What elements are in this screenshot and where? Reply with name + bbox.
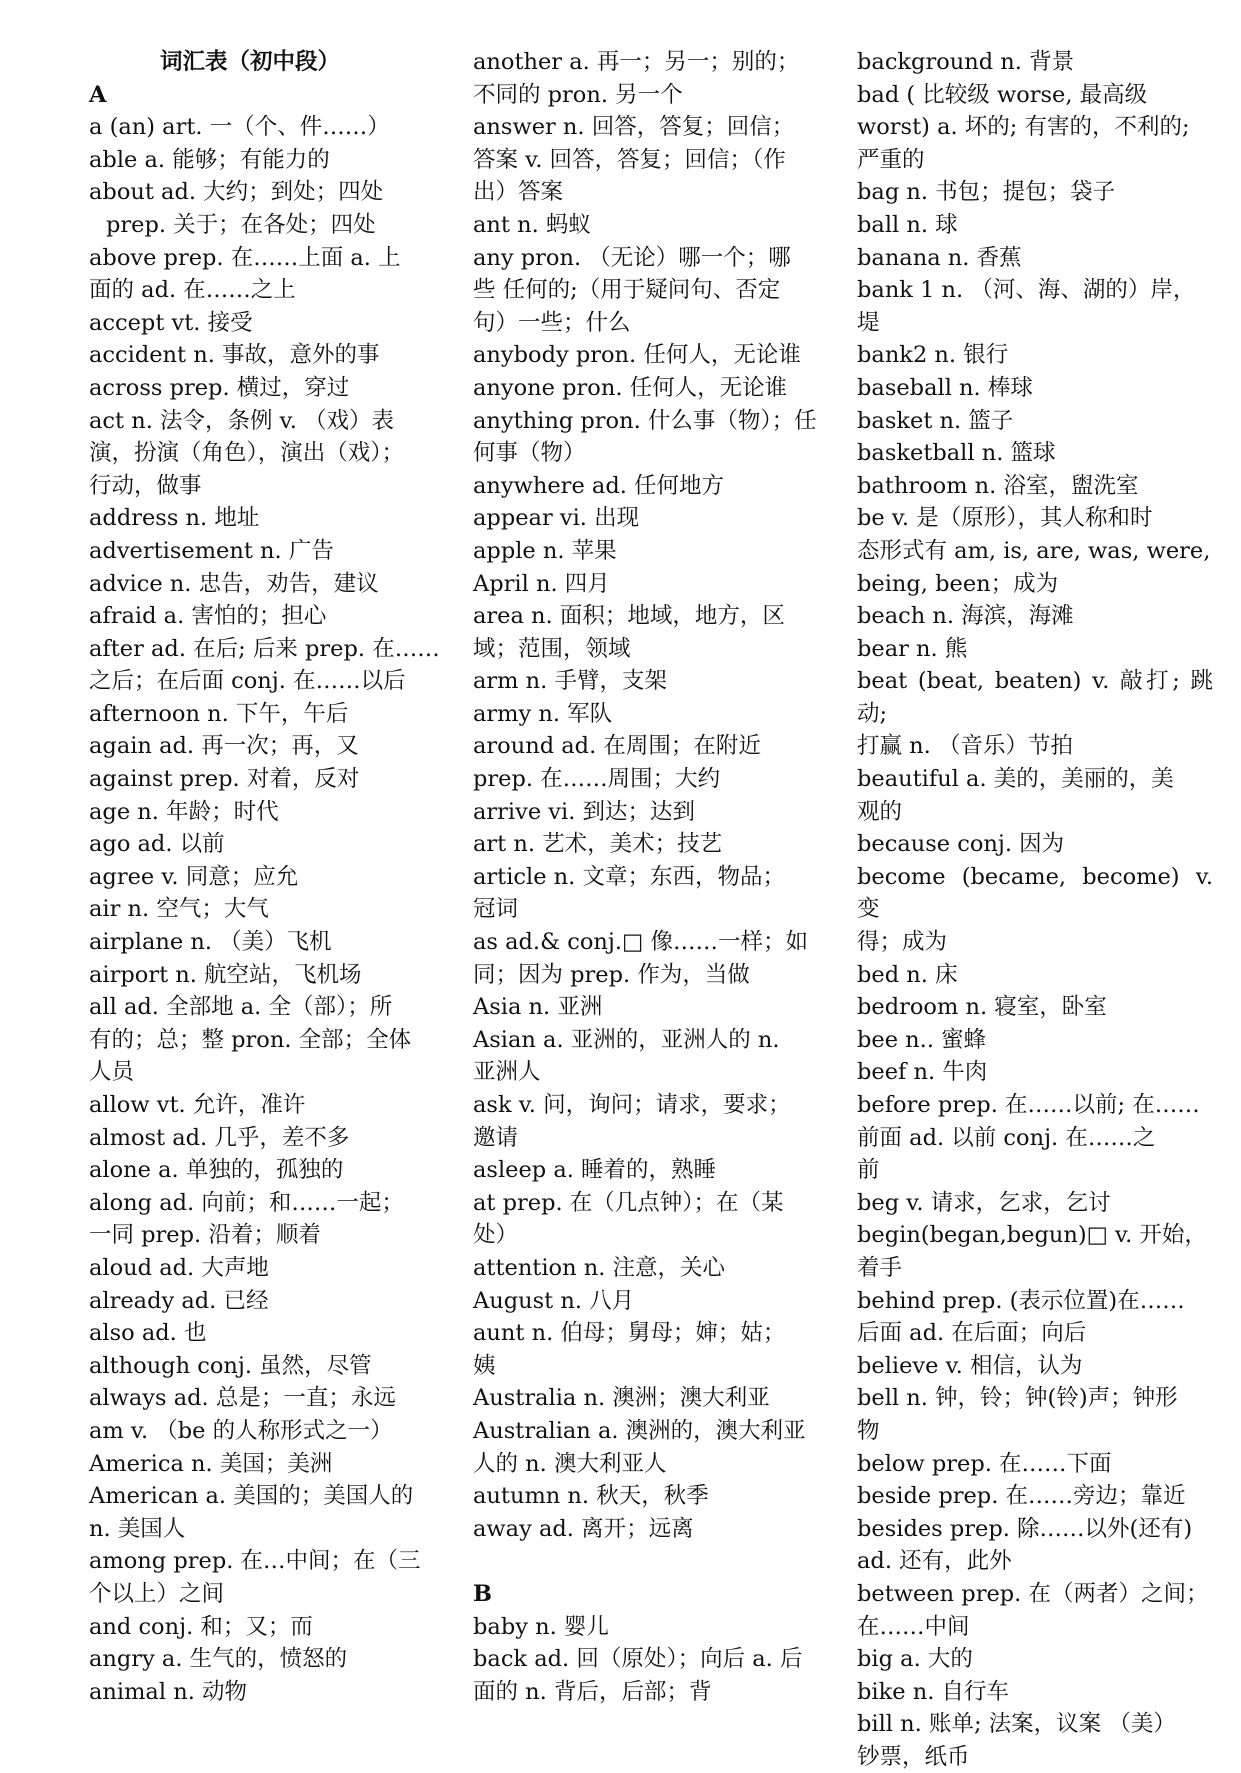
vocab-line: another a. 再一；另一；别的； <box>473 49 800 75</box>
vocab-line: and conj. 和；又；而 <box>89 1613 313 1640</box>
vocab-line: as ad.& conj.□ 像……一样；如 <box>473 929 808 956</box>
vocab-line: American a. 美国的；美国人的 <box>89 1483 414 1510</box>
vocab-line: area n. 面积；地域，地方，区 <box>473 603 785 630</box>
vocab-line: appear vi. 出现 <box>473 505 640 532</box>
vocab-line: afternoon n. 下午，午后 <box>89 700 349 727</box>
vocab-line: between prep. 在（两者）之间； <box>857 1580 1209 1607</box>
vocab-line: 域；范围，领域 <box>473 635 631 662</box>
vocab-line: bear n. 熊 <box>857 635 968 662</box>
vocab-line: after ad. 在后; 后来 prep. 在…… <box>89 635 440 662</box>
vocab-line: Australia n. 澳洲；澳大利亚 <box>473 1385 770 1412</box>
vocab-line: above prep. 在……上面 a. 上 <box>89 244 401 271</box>
vocab-line: act n. 法令，条例 v. （戏）表 <box>89 407 395 434</box>
vocab-line: beautiful a. 美的，美丽的，美 <box>857 766 1174 793</box>
vocab-line: apple n. 苹果 <box>473 537 617 564</box>
vocab-line: alone a. 单独的，孤独的 <box>89 1157 344 1184</box>
vocab-line: arrive vi. 到达；达到 <box>473 798 696 825</box>
vocab-line: bank 1 n. （河、海、湖的）岸， <box>857 277 1196 304</box>
vocab-line: accident n. 事故，意外的事 <box>89 342 380 369</box>
vocab-line: bike n. 自行车 <box>857 1678 1009 1705</box>
vocab-line: 人员 <box>89 1059 135 1086</box>
vocab-line: become (became, become) v. 变 <box>857 863 1213 923</box>
vocab-line: Asian a. 亚洲的，亚洲人的 n. <box>473 1026 780 1053</box>
section-letter: A <box>89 81 107 108</box>
vocab-line: 演，扮演（角色），演出（戏）； <box>89 440 405 467</box>
vocab-line: 钞票，纸币 <box>857 1743 970 1770</box>
vocab-line: 堤 <box>857 309 880 336</box>
vocab-line: beach n. 海滨，海滩 <box>857 603 1074 630</box>
vocab-line: before prep. 在……以前; 在…… <box>857 1092 1200 1118</box>
vocab-line: bag n. 书包；提包；袋子 <box>857 179 1116 206</box>
vocab-line: America n. 美国；美洲 <box>89 1450 333 1477</box>
vocab-line: able a. 能够；有能力的 <box>89 146 330 173</box>
vocab-line: 有的；总；整 pron. 全部；全体 <box>89 1026 412 1053</box>
vocab-line: behind prep. (表示位置)在…… <box>857 1287 1185 1314</box>
vocab-line: age n. 年龄；时代 <box>89 798 279 825</box>
vocab-line: anyone pron. 任何人，无论谁 <box>473 374 788 401</box>
vocab-line: arm n. 手臂，支架 <box>473 668 667 695</box>
vocab-line: air n. 空气；大气 <box>89 896 269 923</box>
vocab-line: about ad. 大约；到处；四处 <box>89 179 384 206</box>
vocab-line: allow vt. 允许，准许 <box>89 1092 306 1118</box>
vocab-line: because conj. 因为 <box>857 831 1065 858</box>
vocab-line: autumn n. 秋天，秋季 <box>473 1483 709 1510</box>
vocab-line: advertisement n. 广告 <box>89 537 334 564</box>
vocab-line: below prep. 在……下面 <box>857 1450 1112 1477</box>
vocab-line: 态形式有 am, is, are, was, were, <box>857 537 1211 564</box>
vocab-line: 打赢 n. （音乐）节拍 <box>857 733 1073 760</box>
vocab-line: anybody pron. 任何人，无论谁 <box>473 342 801 369</box>
vocab-line: prep. 关于；在各处；四处 <box>106 211 376 238</box>
vocab-line: 冠词 <box>473 896 519 923</box>
vocab-line: 一同 prep. 沿着；顺着 <box>89 1222 321 1249</box>
vocab-line: almost ad. 几乎，差不多 <box>89 1124 350 1151</box>
vocab-line: 何事（物） <box>473 440 586 467</box>
vocab-line: prep. 在……周围；大约 <box>473 766 721 793</box>
vocab-line: 不同的 pron. 另一个 <box>473 81 683 108</box>
vocab-line: bee n.. 蜜蜂 <box>857 1026 987 1053</box>
vocab-line: be v. 是（原形），其人称和时 <box>857 505 1153 532</box>
vocab-line: also ad. 也 <box>89 1320 207 1347</box>
vocab-line: any pron. （无论）哪一个；哪 <box>473 244 791 271</box>
vocab-line: article n. 文章；东西，物品； <box>473 863 785 890</box>
vocab-line: beat (beat, beaten) v. 敲打; 跳动; <box>857 668 1213 727</box>
vocab-line: April n. 四月 <box>473 570 610 597</box>
vocab-line: basketball n. 篮球 <box>857 440 1056 467</box>
vocab-line: airplane n. （美）飞机 <box>89 929 332 956</box>
vocab-line: art n. 艺术，美术；技艺 <box>473 831 723 858</box>
page-title: 词汇表（初中段） <box>159 49 340 75</box>
vocab-line: 邀请 <box>473 1124 519 1151</box>
vocab-line: 严重的 <box>857 146 925 173</box>
vocab-line: besides prep. 除……以外(还有) <box>857 1515 1193 1542</box>
vocab-line: anything pron. 什么事（物）；任 <box>473 407 817 434</box>
vocab-line: although conj. 虽然，尽管 <box>89 1352 372 1379</box>
vocab-line: 前 <box>857 1157 880 1184</box>
vocab-line: beef n. 牛肉 <box>857 1059 988 1086</box>
vocab-line: ago ad. 以前 <box>89 831 225 858</box>
vocab-line: ball n. 球 <box>857 211 958 238</box>
vocab-line: background n. 背景 <box>857 49 1075 75</box>
vocab-line: am v. （be 的人称形式之一） <box>89 1417 393 1444</box>
vocab-line: advice n. 忠告，劝告，建议 <box>89 570 379 597</box>
vocab-line: aloud ad. 大声地 <box>89 1254 269 1281</box>
vocab-line: believe v. 相信，认为 <box>857 1352 1083 1379</box>
vocab-line: 亚洲人 <box>473 1059 541 1086</box>
vocab-line: again ad. 再一次；再，又 <box>89 733 359 760</box>
vocab-line: around ad. 在周围；在附近 <box>473 733 761 760</box>
vocab-line: 答案 v. 回答，答复；回信；（作 <box>473 146 786 173</box>
vocab-line: 之后；在后面 conj. 在……以后 <box>89 668 406 695</box>
vocab-line: 人的 n. 澳大利亚人 <box>473 1450 667 1477</box>
vocab-line: bank2 n. 银行 <box>857 342 1009 369</box>
vocab-line: 行动，做事 <box>89 472 202 499</box>
vocab-line: 后面 ad. 在后面；向后 <box>857 1320 1087 1347</box>
vocab-line: ant n. 蚂蚁 <box>473 211 591 238</box>
vocab-line: angry a. 生气的，愤怒的 <box>89 1646 348 1673</box>
vocab-line: 前面 ad. 以前 conj. 在……之 <box>857 1124 1156 1151</box>
vocab-line: attention n. 注意，关心 <box>473 1254 726 1281</box>
vocab-line: n. 美国人 <box>89 1515 186 1542</box>
vocab-line: among prep. 在…中间；在（三 <box>89 1548 421 1575</box>
vocab-line: 得；成为 <box>857 929 948 956</box>
vocab-line: back ad. 回（原处）；向后 a. 后 <box>473 1646 803 1673</box>
vocab-line: answer n. 回答，答复；回信； <box>473 114 795 141</box>
vocab-line: 处） <box>473 1222 519 1249</box>
vocab-line: baseball n. 棒球 <box>857 374 1033 401</box>
vocab-line: anywhere ad. 任何地方 <box>473 472 725 499</box>
vocab-line: big a. 大的 <box>857 1646 973 1673</box>
vocab-line: banana n. 香蕉 <box>857 244 1022 271</box>
vocab-line: 面的 ad. 在……之上 <box>89 277 296 304</box>
vocab-line: at prep. 在（几点钟）；在（某 <box>473 1189 784 1216</box>
section-spacer <box>473 1545 829 1578</box>
column-1 <box>89 46 445 1708</box>
vocab-line: along ad. 向前；和……一起； <box>89 1189 404 1216</box>
vocab-line: bad ( 比较级 worse, 最高级 <box>857 81 1148 108</box>
vocab-line: aunt n. 伯母；舅母；婶；姑； <box>473 1320 786 1347</box>
vocab-line: across prep. 横过，穿过 <box>89 374 350 401</box>
vocab-line: August n. 八月 <box>473 1287 635 1314</box>
vocab-line: basket n. 篮子 <box>857 407 1014 434</box>
vocab-line: all ad. 全部地 a. 全（部）；所 <box>89 994 393 1021</box>
vocab-line: 物 <box>857 1417 880 1444</box>
vocab-line: bell n. 钟，铃；钟(铃)声；钟形 <box>857 1385 1178 1412</box>
vocab-line: accept vt. 接受 <box>89 309 253 336</box>
vocab-line: 出）答案 <box>473 179 564 206</box>
vocab-line: always ad. 总是；一直；永远 <box>89 1385 396 1412</box>
column-2 <box>473 46 829 1708</box>
vocab-line: 些 任何的;（用于疑问句、否定 <box>473 277 781 304</box>
vocab-line: Asia n. 亚洲 <box>473 994 603 1021</box>
vocab-line: 着手 <box>857 1254 903 1281</box>
vocab-line: away ad. 离开；远离 <box>473 1515 694 1542</box>
vocab-line: beg v. 请求，乞求，乞讨 <box>857 1189 1111 1216</box>
vocab-line: worst) a. 坏的; 有害的，不利的; <box>857 114 1190 141</box>
vocab-line: beside prep. 在……旁边；靠近 <box>857 1483 1186 1510</box>
vocab-line: 句）一些；什么 <box>473 309 631 336</box>
vocab-line: address n. 地址 <box>89 505 260 532</box>
vocab-line: airport n. 航空站，飞机场 <box>89 961 362 988</box>
vocab-line: ad. 还有，此外 <box>857 1548 1012 1575</box>
vocab-line: already ad. 已经 <box>89 1287 269 1314</box>
vocab-line: 姨 <box>473 1352 496 1379</box>
vocab-line: bathroom n. 浴室，盥洗室 <box>857 472 1139 499</box>
vocab-line: bed n. 床 <box>857 961 958 988</box>
vocab-line: 个以上）之间 <box>89 1580 225 1607</box>
vocab-line: bill n. 账单; 法案，议案 （美） <box>857 1711 1176 1738</box>
vocab-line: asleep a. 睡着的，熟睡 <box>473 1157 717 1184</box>
vocab-line: 在……中间 <box>857 1613 970 1640</box>
vocab-line: ask v. 问，询问；请求，要求； <box>473 1092 791 1118</box>
vocab-line: begin(began,begun)□ v. 开始， <box>857 1222 1207 1249</box>
vocab-line: 同；因为 prep. 作为，当做 <box>473 961 750 988</box>
vocab-line: being, been；成为 <box>857 570 1059 597</box>
vocab-line: baby n. 婴儿 <box>473 1613 609 1640</box>
vocab-line: afraid a. 害怕的；担心 <box>89 603 327 630</box>
vocab-line: Australian a. 澳洲的，澳大利亚 <box>473 1417 806 1444</box>
vocab-line: 观的 <box>857 798 903 825</box>
vocab-line: army n. 军队 <box>473 700 613 727</box>
vocab-line: bedroom n. 寝室，卧室 <box>857 994 1107 1021</box>
vocab-line: 面的 n. 背后，后部；背 <box>473 1678 712 1705</box>
vocab-line: against prep. 对着，反对 <box>89 766 360 793</box>
column-3 <box>857 46 1213 1773</box>
vocab-line: a (an) art. 一（个、件……） <box>89 114 390 141</box>
vocab-line: agree v. 同意；应允 <box>89 863 299 890</box>
vocab-line: animal n. 动物 <box>89 1678 247 1705</box>
section-letter: B <box>473 1580 493 1607</box>
